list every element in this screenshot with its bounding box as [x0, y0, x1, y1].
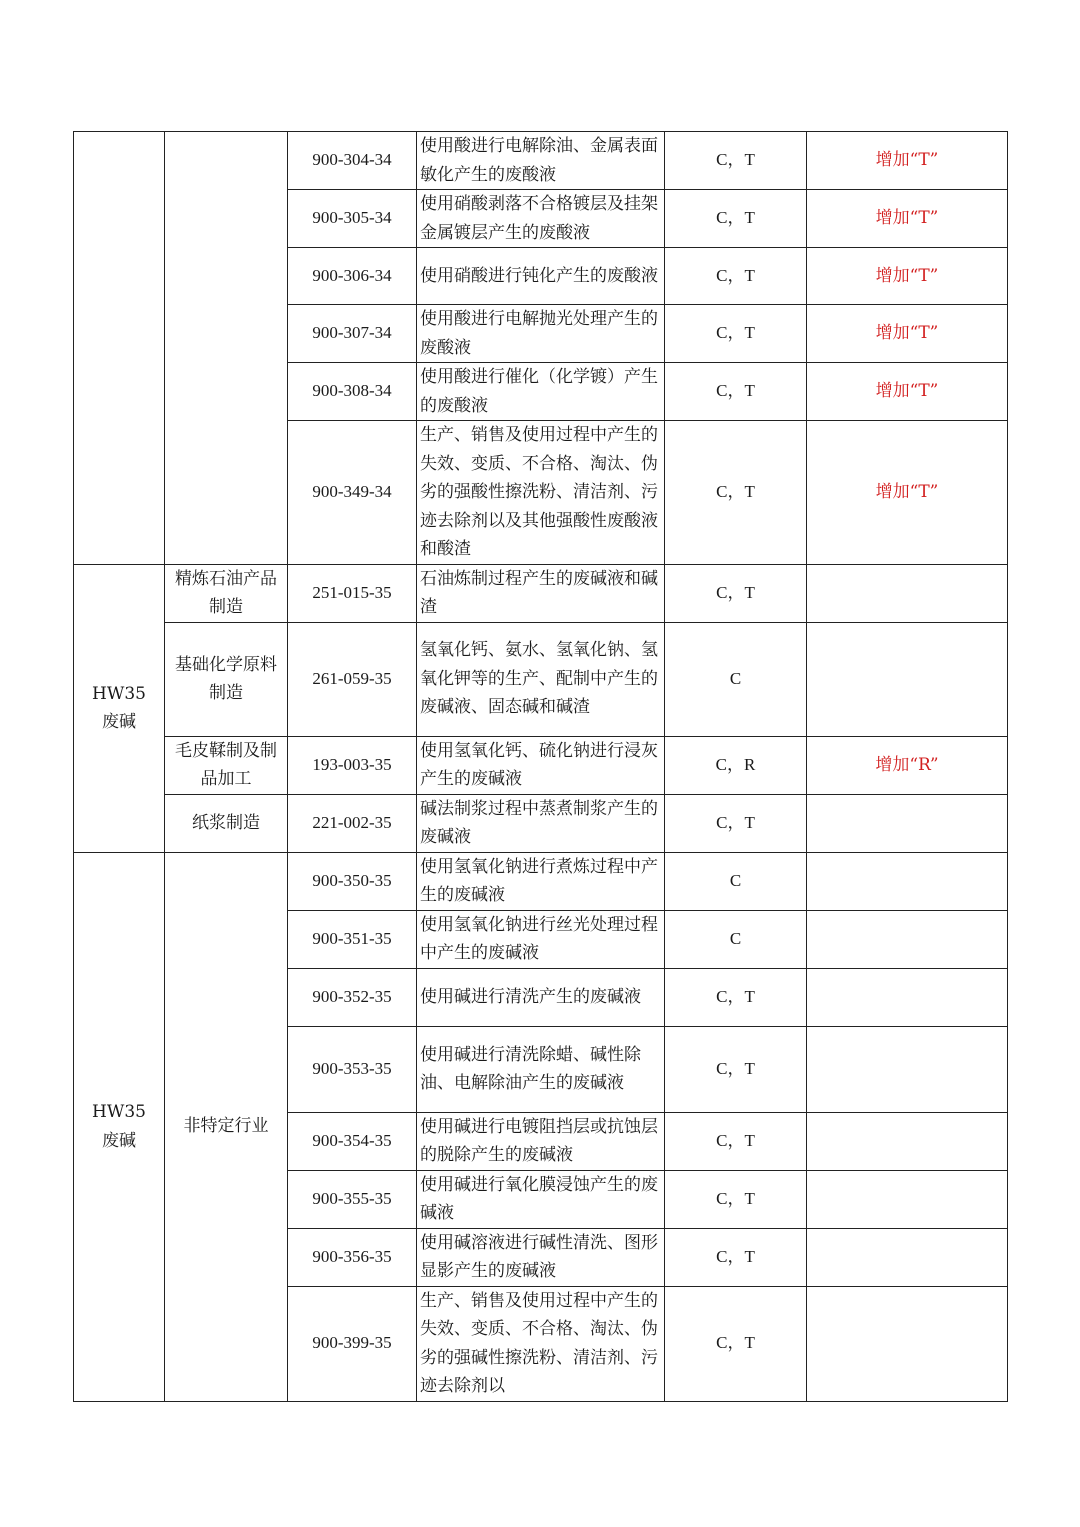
- description-cell: 使用碱进行电镀阻挡层或抗蚀层的脱除产生的废碱液: [417, 1112, 665, 1170]
- hazard-cell: C，T: [665, 1228, 807, 1286]
- waste-code-cell: 900-351-35: [288, 910, 417, 968]
- note-cell: 增加“T”: [807, 305, 1008, 363]
- waste-code-cell: 900-354-35: [288, 1112, 417, 1170]
- description-cell: 生产、销售及使用过程中产生的失效、变质、不合格、淘汰、伪劣的强酸性擦洗粉、清洁剂、污迹去除剂以及其他强酸性废酸液和酸渣: [417, 421, 665, 565]
- waste-code-cell: 900-306-34: [288, 248, 417, 305]
- hazard-cell: C，T: [665, 794, 807, 852]
- note-cell: [807, 910, 1008, 968]
- waste-code-cell: 900-349-34: [288, 421, 417, 565]
- note-cell: [807, 1112, 1008, 1170]
- note-cell: 增加“T”: [807, 132, 1008, 190]
- table-row: [74, 794, 1008, 852]
- waste-code-cell: 900-399-35: [288, 1286, 417, 1401]
- note-cell: [807, 968, 1008, 1026]
- hazard-cell: C，T: [665, 305, 807, 363]
- note-cell: [807, 564, 1008, 622]
- note-cell: 增加“T”: [807, 421, 1008, 565]
- table-row: [74, 564, 1008, 622]
- hazard-cell: C，T: [665, 421, 807, 565]
- hazard-cell: C，T: [665, 1170, 807, 1228]
- table-row: [74, 622, 1008, 736]
- category-cell: [74, 132, 165, 565]
- hazard-cell: C，T: [665, 1112, 807, 1170]
- industry-cell: 非特定行业: [165, 852, 288, 1401]
- waste-code-cell: 900-308-34: [288, 363, 417, 421]
- hazard-cell: C: [665, 622, 807, 736]
- waste-code-cell: 900-307-34: [288, 305, 417, 363]
- hazard-cell: C，T: [665, 248, 807, 305]
- table-row: [74, 132, 1008, 190]
- description-cell: 使用酸进行电解除油、金属表面敏化产生的废酸液: [417, 132, 665, 190]
- description-cell: 使用硝酸进行钝化产生的废酸液: [417, 248, 665, 305]
- description-cell: 使用碱进行清洗除蜡、碱性除油、电解除油产生的废碱液: [417, 1026, 665, 1112]
- note-cell: [807, 1228, 1008, 1286]
- table-row: [74, 852, 1008, 910]
- waste-code-cell: 900-350-35: [288, 852, 417, 910]
- hazard-cell: C，T: [665, 564, 807, 622]
- description-cell: 使用氢氧化钠进行丝光处理过程中产生的废碱液: [417, 910, 665, 968]
- description-cell: 石油炼制过程产生的废碱液和碱渣: [417, 564, 665, 622]
- hazard-cell: C，T: [665, 132, 807, 190]
- waste-code-cell: 900-355-35: [288, 1170, 417, 1228]
- waste-code-cell: 193-003-35: [288, 736, 417, 794]
- note-cell: [807, 1026, 1008, 1112]
- note-cell: 增加“T”: [807, 190, 1008, 248]
- hazard-cell: C: [665, 852, 807, 910]
- hazard-cell: C，R: [665, 736, 807, 794]
- note-cell: [807, 794, 1008, 852]
- table-row: [74, 736, 1008, 794]
- waste-code-cell: 900-352-35: [288, 968, 417, 1026]
- waste-code-cell: 251-015-35: [288, 564, 417, 622]
- industry-cell: 基础化学原料制造: [165, 622, 288, 736]
- hazard-cell: C，T: [665, 968, 807, 1026]
- hazard-cell: C，T: [665, 1026, 807, 1112]
- industry-cell: 纸浆制造: [165, 794, 288, 852]
- note-cell: [807, 852, 1008, 910]
- waste-code-cell: 900-356-35: [288, 1228, 417, 1286]
- waste-code-cell: 261-059-35: [288, 622, 417, 736]
- hazard-cell: C，T: [665, 363, 807, 421]
- hazard-cell: C: [665, 910, 807, 968]
- description-cell: 使用氢氧化钠进行煮炼过程中产生的废碱液: [417, 852, 665, 910]
- note-cell: 增加“T”: [807, 248, 1008, 305]
- description-cell: 使用酸进行催化（化学镀）产生的废酸液: [417, 363, 665, 421]
- description-cell: 使用酸进行电解抛光处理产生的废酸液: [417, 305, 665, 363]
- description-cell: 氢氧化钙、氨水、氢氧化钠、氢氧化钾等的生产、配制中产生的废碱液、固态碱和碱渣: [417, 622, 665, 736]
- hazardous-waste-table: [73, 131, 1008, 1402]
- note-cell: 增加“R”: [807, 736, 1008, 794]
- description-cell: 碱法制浆过程中蒸煮制浆产生的废碱液: [417, 794, 665, 852]
- industry-cell: 毛皮鞣制及制品加工: [165, 736, 288, 794]
- industry-cell: [165, 132, 288, 565]
- note-cell: [807, 622, 1008, 736]
- description-cell: 生产、销售及使用过程中产生的失效、变质、不合格、淘汰、伪劣的强碱性擦洗粉、清洁剂、污迹去除剂以: [417, 1286, 665, 1401]
- hazard-cell: C，T: [665, 190, 807, 248]
- note-cell: [807, 1170, 1008, 1228]
- note-cell: [807, 1286, 1008, 1401]
- waste-code-cell: 900-353-35: [288, 1026, 417, 1112]
- note-cell: 增加“T”: [807, 363, 1008, 421]
- category-cell: HW35 废碱: [74, 564, 165, 852]
- description-cell: 使用碱溶液进行碱性清洗、图形显影产生的废碱液: [417, 1228, 665, 1286]
- description-cell: 使用碱进行氧化膜浸蚀产生的废碱液: [417, 1170, 665, 1228]
- industry-cell: 精炼石油产品制造: [165, 564, 288, 622]
- waste-code-cell: 221-002-35: [288, 794, 417, 852]
- waste-code-cell: 900-304-34: [288, 132, 417, 190]
- category-cell: HW35 废碱: [74, 852, 165, 1401]
- hazard-cell: C，T: [665, 1286, 807, 1401]
- waste-code-cell: 900-305-34: [288, 190, 417, 248]
- description-cell: 使用氢氧化钙、硫化钠进行浸灰产生的废碱液: [417, 736, 665, 794]
- description-cell: 使用硝酸剥落不合格镀层及挂架金属镀层产生的废酸液: [417, 190, 665, 248]
- description-cell: 使用碱进行清洗产生的废碱液: [417, 968, 665, 1026]
